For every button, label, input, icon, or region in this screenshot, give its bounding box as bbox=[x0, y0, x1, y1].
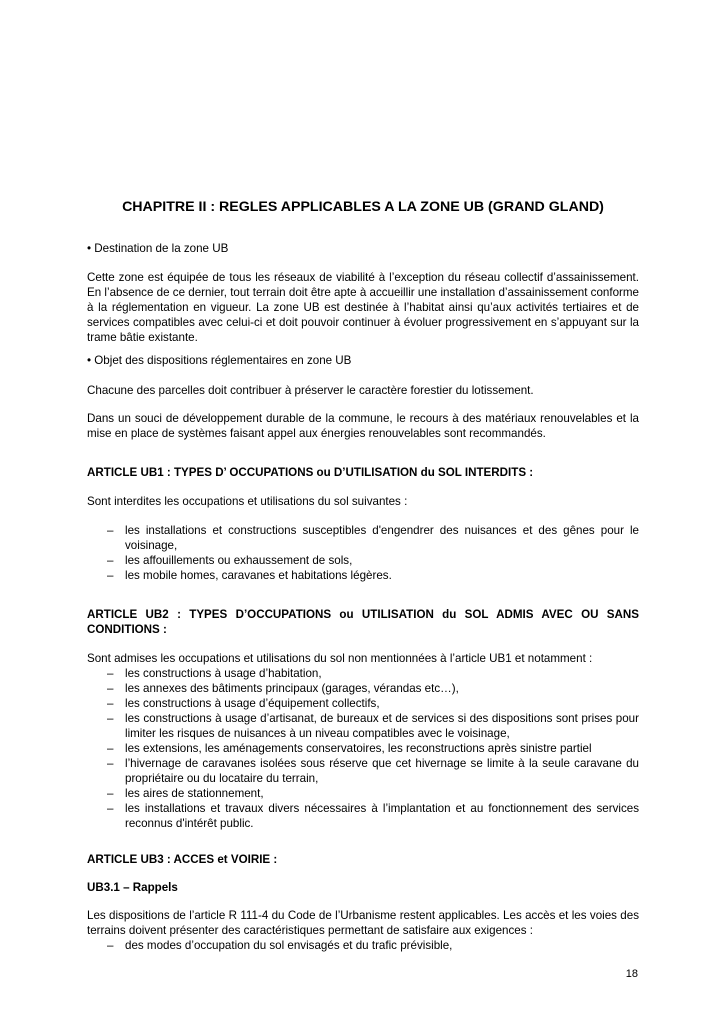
article-ub1-lead: Sont interdites les occupations et utilisations du sol suivantes : bbox=[87, 495, 408, 508]
dash-marker: – bbox=[107, 667, 114, 680]
ub3-1-heading: UB3.1 – Rappels bbox=[87, 881, 178, 894]
page-number: 18 bbox=[625, 968, 638, 980]
dash-marker: – bbox=[107, 697, 114, 710]
list-item: – les installations et travaux divers nécessaires à l’implantation et au fonctionnement des services reconnus d'intérêt public. bbox=[107, 802, 639, 830]
article-ub2-lead: Sont admises les occupations et utilisations du sol non mentionnées à l’article UB1 et notamment : bbox=[87, 652, 593, 665]
list-item: – les aires de stationnement, bbox=[107, 787, 264, 800]
chapter-title: CHAPITRE II : REGLES APPLICABLES A LA ZONE UB (GRAND GLAND) bbox=[122, 199, 604, 215]
list-item: – les constructions à usage d’habitation, bbox=[107, 667, 322, 680]
list-item: – l’hivernage de caravanes isolées sous réserve que cet hivernage se limite à la seule caravane du propriétaire ou du locataire du terrain, bbox=[107, 757, 639, 785]
destination-paragraph: Cette zone est équipée de tous les réseaux de viabilité à l’exception du réseau collectif d’assainissement. En l’absence de ce dernier, tout terrain doit être apte à accueillir une installation d’assainissement conforme à la réglementation en vigueur. La zone UB est destinée à l’habitat ainsi qu’aux activités tertiaires et de services compatibles avec celui-ci et doit pouvoir continuer à évoluer progressivement en s’appuyant sur la trame bâtie existante. bbox=[87, 271, 639, 344]
dash-marker: – bbox=[107, 939, 114, 952]
dash-marker: – bbox=[107, 757, 114, 770]
dash-marker: – bbox=[107, 554, 114, 567]
ub3-list bbox=[87, 938, 639, 953]
objet-heading: • Objet des dispositions réglementaires en zone UB bbox=[87, 354, 352, 367]
list-item: – les mobile homes, caravanes et habitations légères. bbox=[107, 569, 392, 582]
ub3-paragraph: Les dispositions de l’article R 111-4 du Code de l’Urbanisme restent applicables. Les accès et les voies des terrains doivent présenter des caractéristiques permettant de satisfaire aux exigences : bbox=[87, 909, 639, 937]
dash-marker: – bbox=[107, 524, 114, 537]
list-item: – des modes d’occupation du sol envisagés et du trafic prévisible, bbox=[107, 939, 453, 952]
dash-marker: – bbox=[107, 682, 114, 695]
article-ub2-list bbox=[87, 666, 639, 831]
dash-marker: – bbox=[107, 802, 114, 815]
dash-marker: – bbox=[107, 712, 114, 725]
list-item: – les affouillements ou exhaussement de sols, bbox=[107, 554, 353, 567]
objet-paragraph-1: Chacune des parcelles doit contribuer à préserver le caractère forestier du lotissement. bbox=[87, 384, 534, 397]
dash-marker: – bbox=[107, 787, 114, 800]
list-item: – les constructions à usage d’équipement collectifs, bbox=[107, 697, 380, 710]
list-item: – les extensions, les aménagements conservatoires, les reconstructions après sinistre partiel bbox=[107, 742, 592, 755]
list-item: – les installations et constructions susceptibles d'engendrer des nuisances et des gênes pour le voisinage, bbox=[107, 524, 639, 552]
list-item: – les annexes des bâtiments principaux (garages, vérandas etc…), bbox=[107, 682, 459, 695]
article-ub2-heading: ARTICLE UB2 : TYPES D’OCCUPATIONS ou UTILISATION du SOL ADMIS AVEC OU SANS CONDITIONS : bbox=[87, 608, 639, 636]
dash-marker: – bbox=[107, 742, 114, 755]
list-item: – les constructions à usage d’artisanat, de bureaux et de services si des dispositions sont prises pour limiter les risques de nuisances à un niveau compatibles avec le voisinage, bbox=[107, 712, 639, 740]
dash-marker: – bbox=[107, 569, 114, 582]
destination-heading: • Destination de la zone UB bbox=[87, 242, 229, 255]
article-ub1-heading: ARTICLE UB1 : TYPES D’ OCCUPATIONS ou D’UTILISATION du SOL INTERDITS : bbox=[87, 466, 534, 479]
objet-paragraph-2: Dans un souci de développement durable de la commune, le recours à des matériaux renouvelables et la mise en place de systèmes faisant appel aux énergies renouvelables sont recommandés. bbox=[87, 412, 639, 440]
article-ub3-heading: ARTICLE UB3 : ACCES et VOIRIE : bbox=[87, 853, 278, 866]
article-ub1-list bbox=[87, 523, 639, 583]
